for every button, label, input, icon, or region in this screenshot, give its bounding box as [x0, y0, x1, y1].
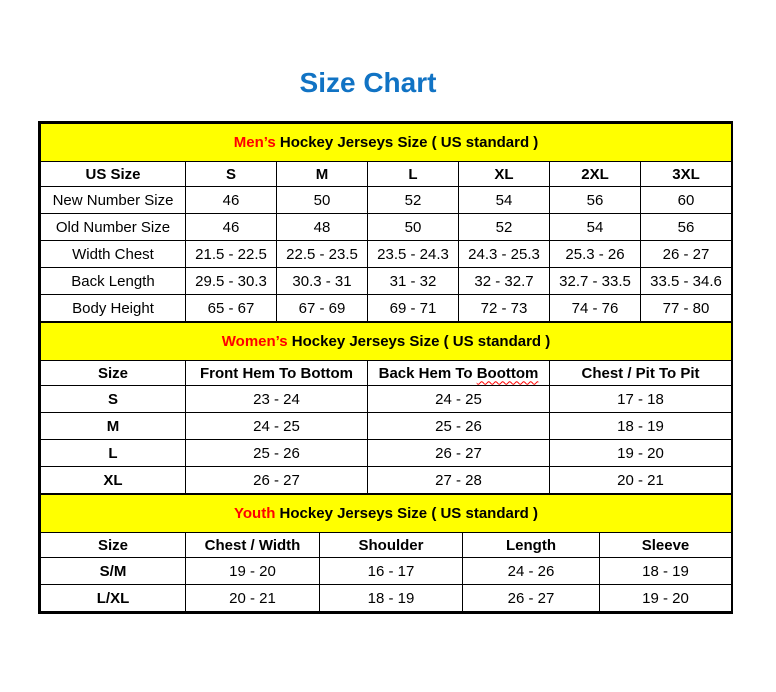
table-cell: 56 [641, 214, 732, 241]
table-cell: 19 - 20 [186, 558, 320, 585]
page-title: Size Chart [299, 67, 437, 98]
table-cell: 50 [277, 187, 368, 214]
column-header: US Size [41, 162, 186, 187]
womens-title-text: Hockey Jerseys Size ( US standard ) [287, 333, 551, 350]
row-label: L/XL [41, 585, 186, 612]
womens-title-row [41, 323, 732, 361]
table-cell: 17 - 18 [550, 386, 732, 413]
table-cell: 27 - 28 [368, 467, 550, 494]
column-header: Size [41, 361, 186, 386]
size-chart-container [38, 121, 733, 614]
table-row [41, 187, 732, 214]
table-cell: 32 - 32.7 [459, 268, 550, 295]
table-cell: 50 [368, 214, 459, 241]
table-row [41, 214, 732, 241]
table-cell: 48 [277, 214, 368, 241]
mens-title-accent: Men’s [233, 134, 276, 151]
table-cell: 25 - 26 [186, 440, 368, 467]
table-cell: 65 - 67 [186, 295, 277, 322]
table-cell: 26 - 27 [186, 467, 368, 494]
womens-size-table [40, 322, 732, 494]
column-header: Sleeve [600, 533, 732, 558]
column-header: Chest / Pit To Pit [550, 361, 732, 386]
row-label: New Number Size [41, 187, 186, 214]
row-label: Width Chest [41, 241, 186, 268]
table-cell: 18 - 19 [600, 558, 732, 585]
table-cell: 54 [550, 214, 641, 241]
youth-header-row [41, 533, 732, 558]
row-label: Body Height [41, 295, 186, 322]
column-header: Length [463, 533, 600, 558]
row-label: S [41, 386, 186, 413]
table-cell: 72 - 73 [459, 295, 550, 322]
table-cell: 22.5 - 23.5 [277, 241, 368, 268]
mens-title-row [41, 124, 732, 162]
table-cell: 29.5 - 30.3 [186, 268, 277, 295]
youth-title-row [41, 495, 732, 533]
row-label: Back Length [41, 268, 186, 295]
row-label: M [41, 413, 186, 440]
table-cell: 25.3 - 26 [550, 241, 641, 268]
row-label: XL [41, 467, 186, 494]
womens-table-title [41, 323, 732, 361]
table-row [41, 558, 732, 585]
column-header: S [186, 162, 277, 187]
table-cell: 19 - 20 [600, 585, 732, 612]
table-cell: 46 [186, 187, 277, 214]
table-cell: 26 - 27 [463, 585, 600, 612]
table-cell: 67 - 69 [277, 295, 368, 322]
table-cell: 32.7 - 33.5 [550, 268, 641, 295]
table-cell: 25 - 26 [368, 413, 550, 440]
table-cell: 20 - 21 [186, 585, 320, 612]
table-cell: 18 - 19 [320, 585, 463, 612]
table-cell: 60 [641, 187, 732, 214]
table-cell: 24 - 25 [186, 413, 368, 440]
table-cell: 46 [186, 214, 277, 241]
table-cell: 69 - 71 [368, 295, 459, 322]
mens-title-text: Hockey Jerseys Size ( US standard ) [275, 134, 539, 151]
table-cell: 18 - 19 [550, 413, 732, 440]
table-cell: 20 - 21 [550, 467, 732, 494]
column-header: XL [459, 162, 550, 187]
column-header: L [368, 162, 459, 187]
table-row [41, 268, 732, 295]
column-header: 2XL [550, 162, 641, 187]
mens-table-title [41, 124, 732, 162]
row-label: L [41, 440, 186, 467]
table-cell: 30.3 - 31 [277, 268, 368, 295]
table-row [41, 585, 732, 612]
column-header: 3XL [641, 162, 732, 187]
mens-size-table [40, 123, 732, 322]
youth-title-accent: Youth [234, 505, 276, 522]
table-cell: 24.3 - 25.3 [459, 241, 550, 268]
column-header [368, 361, 550, 386]
column-header: Size [41, 533, 186, 558]
misspelled-word: Boottom [476, 364, 539, 382]
youth-table-title [41, 495, 732, 533]
table-cell: 56 [550, 187, 641, 214]
table-cell: 74 - 76 [550, 295, 641, 322]
table-cell: 19 - 20 [550, 440, 732, 467]
table-row [41, 241, 732, 268]
table-cell: 26 - 27 [641, 241, 732, 268]
table-cell: 33.5 - 34.6 [641, 268, 732, 295]
table-cell: 23.5 - 24.3 [368, 241, 459, 268]
column-header: M [277, 162, 368, 187]
table-row [41, 440, 732, 467]
table-cell: 52 [459, 214, 550, 241]
table-row [41, 413, 732, 440]
column-header: Front Hem To Bottom [186, 361, 368, 386]
table-cell: 23 - 24 [186, 386, 368, 413]
womens-header-row [41, 361, 732, 386]
table-row [41, 467, 732, 494]
table-cell: 52 [368, 187, 459, 214]
table-cell: 26 - 27 [368, 440, 550, 467]
table-cell: 24 - 25 [368, 386, 550, 413]
row-label: S/M [41, 558, 186, 585]
mens-header-row [41, 162, 732, 187]
row-label: Old Number Size [41, 214, 186, 241]
table-cell: 24 - 26 [463, 558, 600, 585]
table-cell: 21.5 - 22.5 [186, 241, 277, 268]
table-row [41, 386, 732, 413]
youth-title-text: Hockey Jerseys Size ( US standard ) [275, 505, 538, 522]
table-cell: 16 - 17 [320, 558, 463, 585]
table-cell: 77 - 80 [641, 295, 732, 322]
column-header: Chest / Width [186, 533, 320, 558]
table-cell: 31 - 32 [368, 268, 459, 295]
table-cell: 54 [459, 187, 550, 214]
womens-title-accent: Women’s [221, 333, 288, 350]
column-header-text: Back Hem To [378, 364, 477, 382]
column-header: Shoulder [320, 533, 463, 558]
table-row [41, 295, 732, 322]
youth-size-table [40, 494, 732, 612]
